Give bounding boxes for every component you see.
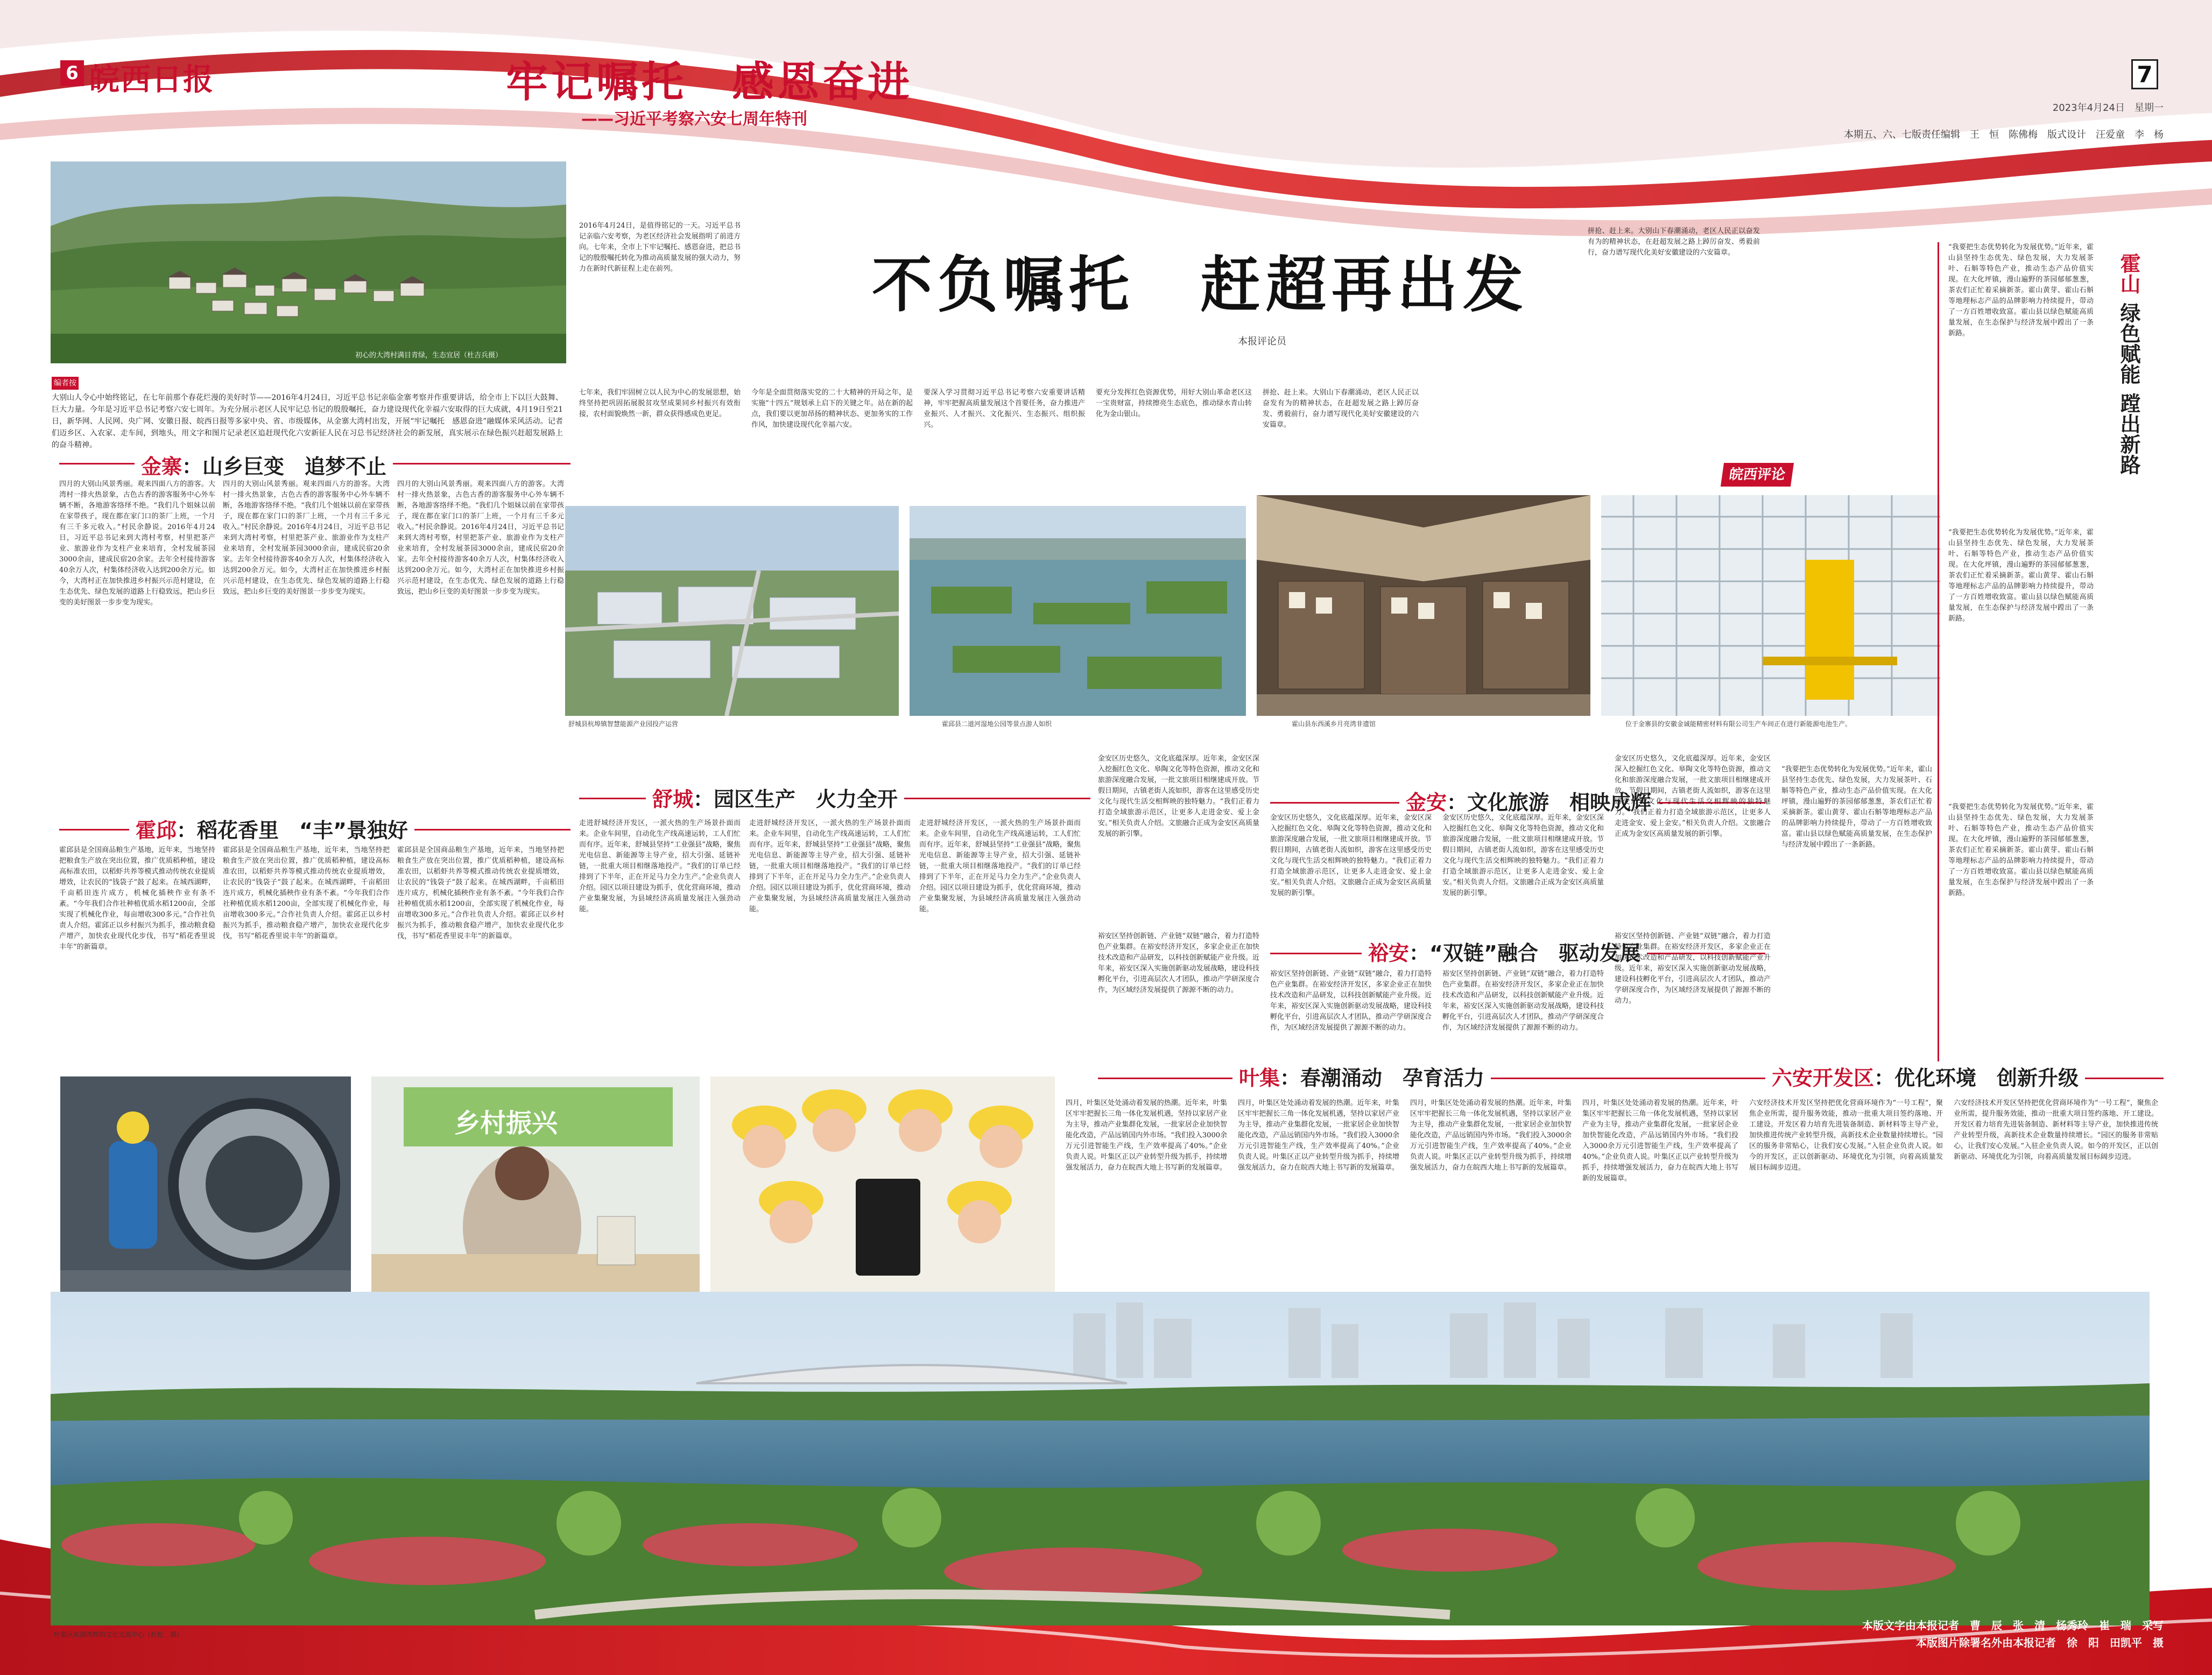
date-line: 2023年4月24日 星期一 bbox=[2052, 102, 2164, 114]
section-text-huoshan-1: “我要把生态优势转化为发展优势。”近年来，霍山县坚持生态优先、绿色发展，大力发展茶叶、石斛等特色产业，推动生态产品价值实现。在大化坪镇，漫山遍野的茶园郁郁葱葱，茶农们正忙着采摘新茶。霍山黄芽、霍山石斛等地理标志产品的品牌影响力持续提升，带动了一方百姓增收致富。霍山县以绿色赋能高质量发展，在生态保护与经济发展中蹚出了一条新路。 bbox=[1948, 243, 2094, 337]
section-title-kaifaqu: 优化环境 创新升级 bbox=[1894, 1066, 2079, 1090]
photo-wetland-caption: 霍邱县二道河湿地公园等景点游人如织 bbox=[942, 720, 1052, 728]
section-title-yeji: 春潮涌动 孕育活力 bbox=[1300, 1066, 1485, 1090]
section-text-huoshan-4: “我要把生态优势转化为发展优势。”近年来，霍山县坚持生态优先、绿色发展，大力发展茶叶、石斛等特色产业，推动生态产品价值实现。在大化坪镇，漫山遍野的茶园郁郁葱葱，茶农们正忙着采摘新茶。霍山黄芽、霍山石斛等地理标志产品的品牌影响力持续提升，带动了一方百姓增收致富。霍山县以绿色赋能高质量发展，在生态保护与经济发展中蹚出了一条新路。 bbox=[1781, 765, 1932, 849]
section-text-yuan-3: 裕安区坚持创新链、产业链“双链”融合，着力打造特色产业集群。在裕安经济开发区，多家企业正在加快技术改造和产品研发，以科技创新赋能产业升级。近年来，裕安区深入实施创新驱动发展战略，建设科技孵化平台，引进高层次人才团队，推动产学研深度合作，为区域经济发展提供了源源不断的动力。 bbox=[1442, 970, 1604, 1032]
section-text-kaifaqu-1: 六安经济技术开发区坚持把优化营商环境作为“一号工程”，聚焦企业所需，提升服务效能，推动一批重大项目签约落地、开工建设。开发区着力培育先进装备制造、新材料等主导产业，加快推进传统产业转型升级，高新技术企业数量持续增长。“园区的服务非常贴心，让我们安心发展。”入驻企业负责人说。如今的开发区，正以创新驱动、环境优化为引领，向着高质量发展目标阔步迈进。 bbox=[1749, 1099, 1943, 1172]
editorial-byline: 本报评论员 bbox=[1238, 336, 1286, 347]
photo-heritage-hall bbox=[1257, 495, 1590, 716]
section-location-jinan: 金安 bbox=[1406, 791, 1447, 814]
section-text-jinan-2: 金安区历史悠久，文化底蕴深厚。近年来，金安区深入挖掘红色文化、皋陶文化等特色资源，推动文化和旅游深度融合发展，一批文旅项目相继建成开放。节假日期间，古镇老街人流如织，游客在这里感受历史文化与现代生活交相辉映的独特魅力。“我们正着力打造全域旅游示范区，让更多人走进金安、爱上金安。”相关负责人介绍。文旅融合正成为金安区高质量发展的新引擎。 bbox=[1270, 814, 1432, 897]
section-location-huoshan: 霍山 bbox=[2117, 253, 2140, 294]
section-head-yuan: 裕安：“双链”融合 驱动发展 bbox=[1362, 937, 1647, 966]
page-number-left: 6 bbox=[60, 60, 84, 86]
section-head-shucheng: 舒城：园区生产 火力全开 bbox=[646, 783, 904, 812]
editorial-col-2: 七年来，我们牢固树立以人民为中心的发展思想，始终坚持把巩固拓展脱贫攻坚成果同乡村振兴有效衔接，农村面貌焕然一新，群众获得感成色更足。 bbox=[579, 389, 741, 418]
section-text-jinzhai-3: 四月的大别山风景秀丽。观来四面八方的游客。大湾村一排火热景象，古色古香的游客服务中心外车辆不断，各地游客络绎不绝。“我们几个姐妹以前在家带孩子，现在都在家门口的茶厂上班，一个月有三千多元收入。”村民余静说。2016年4月24日，习近平总书记来到大湾村考察，村里把茶产业、旅游业作为支柱产业来培育，全村发展茶园3000余亩，建成民宿20余家。去年全村接待游客40余万人次，村集体经济收入达到200余万元。如今，大湾村正在加快推进乡村振兴示范村建设，在生态优先、绿色发展的道路上行稳致远，把山乡巨变的美好图景一步步变为现实。 bbox=[397, 480, 564, 596]
section-head-yeji: 叶集：春潮涌动 孕育活力 bbox=[1232, 1061, 1491, 1091]
section-head-kaifaqu: 六安开发区：优化环境 创新升级 bbox=[1765, 1061, 2085, 1091]
section-location-huoqiu: 霍邱 bbox=[136, 819, 177, 842]
section-text-jinan-1: 金安区历史悠久，文化底蕴深厚。近年来，金安区深入挖掘红色文化、皋陶文化等特色资源，推动文化和旅游深度融合发展，一批文旅项目相继建成开放。节假日期间，古镇老街人流如织，游客在这里感受历史文化与现代生活交相辉映的独特魅力。“我们正着力打造全域旅游示范区，让更多人走进金安、爱上金安。”相关负责人介绍。文旅融合正成为金安区高质量发展的新引擎。 bbox=[1098, 755, 1259, 838]
banner-title: 牢记嘱托 感恩奋进 bbox=[506, 58, 913, 107]
section-text-shucheng-2: 走进舒城经济开发区，一派火热的生产场景扑面而来。企业车间里，自动化生产线高速运转，工人们忙而有序。近年来，舒城县坚持“工业强县”战略，聚焦光电信息、新能源等主导产业，招大引强、延链补链，一批重大项目相继落地投产。“我们的订单已经排到了下半年，正在开足马力全力生产。”企业负责人介绍。园区以项目建设为抓手，优化营商环境，推动产业集聚发展，为县域经济高质量发展注入强劲动能。 bbox=[749, 819, 911, 913]
section-text-yeji-4: 四月，叶集区处处涌动着发展的热潮。近年来，叶集区牢牢把握长三角一体化发展机遇，坚持以家居产业为主导，推动产业集群化发展，一批家居企业加快智能化改造，产品远销国内外市场。“我们投入3000余万元引进智能生产线，生产效率提高了40%。”企业负责人说。叶集区正以产业转型升级为抓手，持续增强发展活力，奋力在皖西大地上书写新的发展篇章。 bbox=[1582, 1099, 1738, 1183]
section-text-yeji-2: 四月，叶集区处处涌动着发展的热潮。近年来，叶集区牢牢把握长三角一体化发展机遇，坚持以家居产业为主导，推动产业集群化发展，一批家居企业加快智能化改造，产品远销国内外市场。“我们投入3000余万元引进智能生产线，生产效率提高了40%。”企业负责人说。叶集区正以产业转型升级为抓手，持续增强发展活力，奋力在皖西大地上书写新的发展篇章。 bbox=[1238, 1099, 1399, 1172]
section-text-yuan-4: 裕安区坚持创新链、产业链“双链”融合，着力打造特色产业集群。在裕安经济开发区，多家企业正在加快技术改造和产品研发，以科技创新赋能产业升级。近年来，裕安区深入实施创新驱动发展战略，建设科技孵化平台，引进高层次人才团队，推动产学研深度合作，为区域经济发展提供了源源不断的动力。 bbox=[1615, 932, 1771, 1005]
photo-lakeside-panorama bbox=[51, 1292, 2150, 1625]
section-text-jinzhai-1: 四月的大别山风景秀丽。观来四面八方的游客。大湾村一排火热景象，古色古香的游客服务中心外车辆不断，各地游客络绎不绝。“我们几个姐妹以前在家带孩子，现在都在家门口的茶厂上班，一个月有三千多元收入。”村民余静说。2016年4月24日，习近平总书记来到大湾村考察，村里把茶产业、旅游业作为支柱产业来培育，全村发展茶园3000余亩，建成民宿20余家。去年全村接待游客40余万人次，村集体经济收入达到200余万元。如今，大湾村正在加快推进乡村振兴示范村建设，在生态优先、绿色发展的道路上行稳致远，把山乡巨变的美好图景一步步变为现实。 bbox=[59, 480, 215, 607]
section-title-huoshan-1: 绿色赋能 bbox=[2117, 302, 2140, 384]
section-title-jinan: 文化旅游 相映成辉 bbox=[1467, 791, 1652, 814]
section-divider-huoshan bbox=[1938, 242, 1939, 1066]
section-text-huoshan-3: “我要把生态优势转化为发展优势。”近年来，霍山县坚持生态优先、绿色发展，大力发展茶叶、石斛等特色产业，推动生态产品价值实现。在大化坪镇，漫山遍野的茶园郁郁葱葱，茶农们正忙着采摘新茶。霍山黄芽、霍山石斛等地理标志产品的品牌影响力持续提升，带动了一方百姓增收致富。霍山县以绿色赋能高质量发展，在生态保护与经济发展中蹚出了一条新路。 bbox=[1948, 803, 2094, 897]
editorial-col-6: 拼抢、赶上来。大别山下春潮涌动，老区人民正以奋发有为的精神状态，在赶超发展之路上踔厉奋发、勇毅前行，奋力谱写现代化美好安徽建设的六安篇章。 bbox=[1263, 389, 1419, 429]
section-title-jinzhai: 山乡巨变 追梦不止 bbox=[202, 455, 387, 478]
page-number-right: 7 bbox=[2131, 59, 2158, 89]
editorial-col-4: 要深入学习贯彻习近平总书记考察六安重要讲话精神，牢牢把握高质量发展这个首要任务，奋力推进产业振兴、人才振兴、文化振兴、生态振兴、组织振兴。 bbox=[924, 389, 1085, 429]
section-location-yuan: 裕安 bbox=[1368, 941, 1410, 965]
editorial-col-7: 拼抢、赶上来。大别山下春潮涌动，老区人民正以奋发有为的精神状态，在赶超发展之路上踔厉奋发、勇毅前行，奋力谱写现代化美好安徽建设的六安篇章。 bbox=[1588, 227, 1760, 257]
section-title-shucheng: 园区生产 火力全开 bbox=[714, 787, 898, 811]
section-location-yeji: 叶集 bbox=[1239, 1066, 1280, 1090]
photo-wetland bbox=[910, 506, 1246, 716]
photo-industrial-park bbox=[565, 506, 899, 716]
section-text-jinan-3: 金安区历史悠久，文化底蕴深厚。近年来，金安区深入挖掘红色文化、皋陶文化等特色资源，推动文化和旅游深度融合发展，一批文旅项目相继建成开放。节假日期间，古镇老街人流如织，游客在这里感受历史文化与现代生活交相辉映的独特魅力。“我们正着力打造全域旅游示范区，让更多人走进金安、爱上金安。”相关负责人介绍。文旅融合正成为金安区高质量发展的新引擎。 bbox=[1442, 814, 1604, 897]
photo-kids-science bbox=[710, 1076, 1055, 1303]
editors-line: 本期五、六、七版责任编辑 王 恒 陈佛梅 版式设计 汪爱童 李 杨 bbox=[1844, 129, 2164, 140]
editorial-col-3: 今年是全面贯彻落实党的二十大精神的开局之年，是实施“十四五”规划承上启下的关键之年。站在新的起点，我们要以更加昂扬的精神状态、更加务实的工作作风，加快建设现代化幸福六安。 bbox=[751, 389, 913, 429]
photo-battery-plant-caption: 位于金寨县的安徽金诚能精密材料有限公司生产车间正在进行新能源电池生产。 bbox=[1625, 720, 1852, 728]
section-title-huoqiu: 稻花香里 “丰”景独好 bbox=[197, 819, 408, 842]
intro-text: 大别山人令心中始终铭记，在七年前那个春花烂漫的美好时节——2016年4月24日，习近平总书记亲临金寨考察并作重要讲话，给全市上下以巨大鼓舞、巨大力量。今年是习近平总书记考察六安七周年。为充分展示老区人民牢记总书记的殷殷嘱托，奋力建设现代化幸福六安取得的巨大成就，4月19日至21日，新华网、人民网、央广网、安徽日报、皖西日报等多家中央、省、市级媒体，从金寨大湾村出发，开展“牢记嘱托 感恩奋进”融媒体采风活动。记者们迈乡区、入农家、走车间，到地头，用文字和图片记录老区追赶现代化六安新征人民在习总书记经济社会的新发展，真实展示在绿色振兴赶超发展路上的奋斗精神。 bbox=[52, 393, 563, 449]
photo-battery-plant bbox=[1601, 495, 1940, 716]
bottom-photo-caption: 叶集区东湖湾畔的文化交流中心（杜松 摄） bbox=[54, 1631, 184, 1638]
section-text-huoqiu-2: 霍邱县是全国商品粮生产基地，近年来，当地坚持把粮食生产放在突出位置，推广优质稻种植，建设高标准农田，以稻虾共养等模式推动传统农业提质增效，让农民的“钱袋子”鼓了起来。在城西湖畔，千亩稻田连片成方，机械化插秧作业有条不紊。“今年我们合作社种植优质水稻1200亩，全部实现了机械化作业，每亩增收300多元。”合作社负责人介绍。霍邱正以乡村振兴为抓手，推动粮食稳产增产，加快农业现代化步伐，书写“稻花香里说丰年”的新篇章。 bbox=[223, 846, 390, 940]
section-text-shucheng-1: 走进舒城经济开发区，一派火热的生产场景扑面而来。企业车间里，自动化生产线高速运转，工人们忙而有序。近年来，舒城县坚持“工业强县”战略，聚焦光电信息、新能源等主导产业，招大引强、延链补链，一批重大项目相继落地投产。“我们的订单已经排到了下半年，正在开足马力全力生产。”企业负责人介绍。园区以项目建设为抓手，优化营商环境，推动产业集聚发展，为县域经济高质量发展注入强劲动能。 bbox=[579, 819, 741, 913]
section-text-yuan-1: 裕安区坚持创新链、产业链“双链”融合，着力打造特色产业集群。在裕安经济开发区，多家企业正在加快技术改造和产品研发，以科技创新赋能产业升级。近年来，裕安区深入实施创新驱动发展战略，建设科技孵化平台，引进高层次人才团队，推动产学研深度合作，为区域经济发展提供了源源不断的动力。 bbox=[1098, 932, 1259, 994]
photo-heritage-hall-caption: 霍山县东西溪乡月亮湾非遗馆 bbox=[1292, 720, 1376, 728]
section-text-kaifaqu-2: 六安经济技术开发区坚持把优化营商环境作为“一号工程”，聚焦企业所需，提升服务效能，推动一批重大项目签约落地、开工建设。开发区着力培育先进装备制造、新材料等主导产业，加快推进传统产业转型升级，高新技术企业数量持续增长。“园区的服务非常贴心，让我们安心发展。”入驻企业负责人说。如今的开发区，正以创新驱动、环境优化为引领，向着高质量发展目标阔步迈进。 bbox=[1954, 1099, 2158, 1161]
section-location-jinzhai: 金寨 bbox=[141, 455, 182, 478]
main-title: 不负嘱托 赶超再出发 bbox=[872, 250, 1528, 320]
section-location-kaifaqu: 六安开发区 bbox=[1772, 1066, 1875, 1090]
section-title-yuan: “双链”融合 驱动发展 bbox=[1429, 941, 1640, 965]
section-head-huoshan bbox=[2099, 253, 2158, 475]
section-text-yeji-1: 四月，叶集区处处涌动着发展的热潮。近年来，叶集区牢牢把握长三角一体化发展机遇，坚持以家居产业为主导，推动产业集群化发展，一批家居企业加快智能化改造，产品远销国内外市场。“我们投入3000余万元引进智能生产线，生产效率提高了40%。”企业负责人说。叶集区正以产业转型升级为抓手，持续增强发展活力，奋力在皖西大地上书写新的发展篇章。 bbox=[1066, 1099, 1227, 1172]
editorial-col-5: 要充分发挥红色资源优势，用好大别山革命老区这一宝贵财富，持续擦亮生态底色，推动绿水青山转化为金山银山。 bbox=[1096, 389, 1252, 418]
section-text-yeji-3: 四月，叶集区处处涌动着发展的热潮。近年来，叶集区牢牢把握长三角一体化发展机遇，坚持以家居产业为主导，推动产业集群化发展，一批家居企业加快智能化改造，产品远销国内外市场。“我们投入3000余万元引进智能生产线，生产效率提高了40%。”企业负责人说。叶集区正以产业转型升级为抓手，持续增强发展活力，奋力在皖西大地上书写新的发展篇章。 bbox=[1410, 1099, 1572, 1172]
section-text-yuan-2: 裕安区坚持创新链、产业链“双链”融合，着力打造特色产业集群。在裕安经济开发区，多家企业正在加快技术改造和产品研发，以科技创新赋能产业升级。近年来，裕安区深入实施创新驱动发展战略，建设科技孵化平台，引进高层次人才团队，推动产学研深度合作，为区域经济发展提供了源源不断的动力。 bbox=[1270, 970, 1432, 1032]
banner-sign: 乡村振兴 bbox=[454, 1108, 558, 1138]
photo-top-caption: 初心的大湾村满目青绿，生态宜居（杜吉兵摄） bbox=[355, 351, 503, 360]
credits-line-2: 本版图片除署名外由本报记者 徐 阳 田凯平 摄 bbox=[1916, 1636, 2164, 1649]
section-text-jinzhai-2: 四月的大别山风景秀丽。观来四面八方的游客。大湾村一排火热景象，古色古香的游客服务中心外车辆不断，各地游客络绎不绝。“我们几个姐妹以前在家带孩子，现在都在家门口的茶厂上班，一个月有三千多元收入。”村民余静说。2016年4月24日，习近平总书记来到大湾村考察，村里把茶产业、旅游业作为支柱产业来培育，全村发展茶园3000余亩，建成民宿20余家。去年全村接待游客40余万人次，村集体经济收入达到200余万元。如今，大湾村正在加快推进乡村振兴示范村建设，在生态优先、绿色发展的道路上行稳致远，把山乡巨变的美好图景一步步变为现实。 bbox=[223, 480, 390, 596]
section-title-huoshan-2: 蹚出新路 bbox=[2117, 393, 2140, 475]
credits-line-1: 本版文字由本报记者 曹 辰 张 清 杨秀玲 崔 瑞 采写 bbox=[1862, 1619, 2164, 1632]
section-text-huoqiu-1: 霍邱县是全国商品粮生产基地，近年来，当地坚持把粮食生产放在突出位置，推广优质稻种植，建设高标准农田，以稻虾共养等模式推动传统农业提质增效，让农民的“钱袋子”鼓了起来。在城西湖畔，千亩稻田连片成方，机械化插秧作业有条不紊。“今年我们合作社种植优质水稻1200亩，全部实现了机械化作业，每亩增收300多元。”合作社负责人介绍。霍邱正以乡村振兴为抓手，推动粮食稳产增产，加快农业现代化步伐，书写“稻花香里说丰年”的新篇章。 bbox=[59, 846, 215, 951]
section-head-jinan: 金安：文化旅游 相映成辉 bbox=[1399, 786, 1658, 815]
paper-name: 皖西日报 bbox=[89, 62, 214, 97]
column-tag: 皖西评论 bbox=[1721, 463, 1794, 487]
editorial-col-1: 2016年4月24日，是值得铭记的一天。习近平总书记亲临六安考察，为老区经济社会发展指明了前进方向。七年来，全市上下牢记嘱托、感恩奋进，把总书记的殷殷嘱托转化为推动高质量发展的强大动力，努力在新时代新征程上走在前列。 bbox=[579, 222, 741, 273]
photo-dawan-village bbox=[51, 161, 566, 363]
section-text-jinan-4: 金安区历史悠久，文化底蕴深厚。近年来，金安区深入挖掘红色文化、皋陶文化等特色资源，推动文化和旅游深度融合发展，一批文旅项目相继建成开放。节假日期间，古镇老街人流如织，游客在这里感受历史文化与现代生活交相辉映的独特魅力。“我们正着力打造全域旅游示范区，让更多人走进金安、爱上金安。”相关负责人介绍。文旅融合正成为金安区高质量发展的新引擎。 bbox=[1615, 755, 1771, 838]
section-text-huoshan-2: “我要把生态优势转化为发展优势。”近年来，霍山县坚持生态优先、绿色发展，大力发展茶叶、石斛等特色产业，推动生态产品价值实现。在大化坪镇，漫山遍野的茶园郁郁葱葱，茶农们正忙着采摘新茶。霍山黄芽、霍山石斛等地理标志产品的品牌影响力持续提升，带动了一方百姓增收致富。霍山县以绿色赋能高质量发展，在生态保护与经济发展中蹚出了一条新路。 bbox=[1948, 529, 2094, 623]
photo-industrial-park-caption: 舒城县杭埠镇智慧能源产业园投产运营 bbox=[568, 720, 679, 728]
banner-subtitle: ——习近平考察六安七周年特刊 bbox=[581, 110, 807, 129]
section-head-jinzhai: 金寨：山乡巨变 追梦不止 bbox=[135, 450, 393, 480]
section-text-shucheng-3: 走进舒城经济开发区，一派火热的生产场景扑面而来。企业车间里，自动化生产线高速运转，工人们忙而有序。近年来，舒城县坚持“工业强县”战略，聚焦光电信息、新能源等主导产业，招大引强、延链补链，一批重大项目相继落地投产。“我们的订单已经排到了下半年，正在开足马力全力生产。”企业负责人介绍。园区以项目建设为抓手，优化营商环境，推动产业集聚发展，为县域经济高质量发展注入强劲动能。 bbox=[919, 819, 1081, 913]
section-head-huoqiu: 霍邱：稻花香里 “丰”景独好 bbox=[129, 814, 414, 843]
section-location-shucheng: 舒城 bbox=[652, 787, 694, 811]
section-text-huoqiu-3: 霍邱县是全国商品粮生产基地，近年来，当地坚持把粮食生产放在突出位置，推广优质稻种植，建设高标准农田，以稻虾共养等模式推动传统农业提质增效，让农民的“钱袋子”鼓了起来。在城西湖畔，千亩稻田连片成方，机械化插秧作业有条不紊。“今年我们合作社种植优质水稻1200亩，全部实现了机械化作业，每亩增收300多元。”合作社负责人介绍。霍邱正以乡村振兴为抓手，推动粮食稳产增产，加快农业现代化步伐，书写“稻花香里说丰年”的新篇章。 bbox=[397, 846, 564, 940]
intro-label: 编者按 bbox=[52, 377, 79, 390]
photo-pipe-factory bbox=[60, 1076, 351, 1303]
